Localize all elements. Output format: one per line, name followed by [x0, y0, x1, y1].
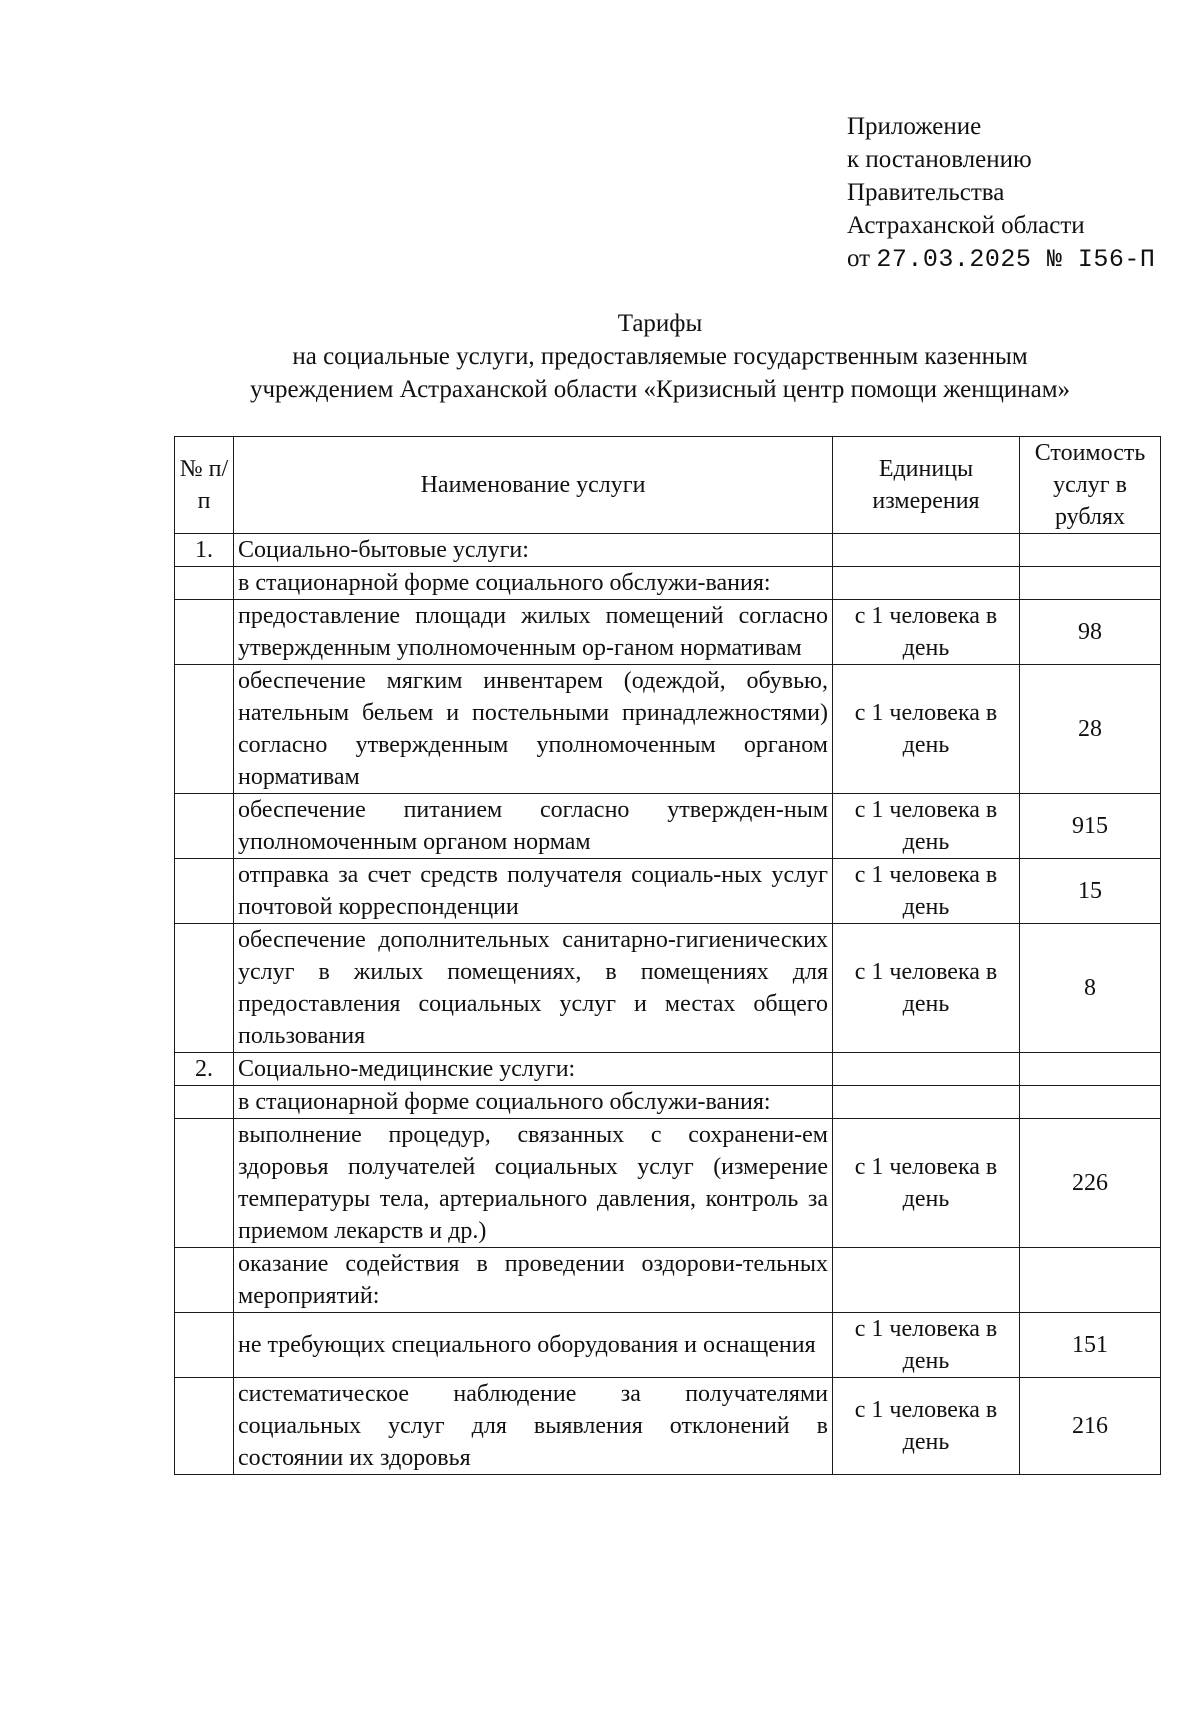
row-num [175, 1313, 234, 1378]
row-name: оказание содействия в проведении оздорови-тельных мероприятий: [234, 1248, 833, 1313]
row-name: не требующих специального оборудования и оснащения [234, 1313, 833, 1378]
table-row [175, 600, 1161, 665]
table-row [175, 1086, 1161, 1119]
row-unit: с 1 человека в день [833, 665, 1020, 794]
row-name: предоставление площади жилых помещений согласно утвержденным уполномоченным ор-ганом нормативам [234, 600, 833, 665]
table-row [175, 665, 1161, 794]
header-unit: Единицы измерения [833, 437, 1020, 534]
appendix-block [847, 110, 1155, 276]
row-cost [1020, 1086, 1161, 1119]
row-name: обеспечение питанием согласно утвержден-ным уполномоченным органом нормам [234, 794, 833, 859]
row-name: в стационарной форме социального обслужи-вания: [234, 1086, 833, 1119]
row-cost [1020, 567, 1161, 600]
row-name: Социально-бытовые услуги: [234, 534, 833, 567]
row-cost [1020, 534, 1161, 567]
row-unit [833, 1248, 1020, 1313]
row-cost: 8 [1020, 924, 1161, 1053]
row-name: отправка за счет средств получателя социаль-ных услуг почтовой корреспонденции [234, 859, 833, 924]
row-cost: 28 [1020, 665, 1161, 794]
row-unit [833, 534, 1020, 567]
title-line-3: учреждением Астраханской области «Кризисный центр помощи женщинам» [249, 376, 1071, 403]
row-num [175, 1086, 234, 1119]
row-num [175, 1248, 234, 1313]
row-num [175, 665, 234, 794]
row-cost: 226 [1020, 1119, 1161, 1248]
row-unit: с 1 человека в день [833, 1313, 1020, 1378]
row-name: обеспечение мягким инвентарем (одеждой, обувью, нательным бельем и постельными принадлежностями) согласно утвержденным уполномоченным органом нормативам [234, 665, 833, 794]
row-unit: с 1 человека в день [833, 1119, 1020, 1248]
row-name: Социально-медицинские услуги: [234, 1053, 833, 1086]
table-row [175, 1378, 1161, 1475]
row-cost: 915 [1020, 794, 1161, 859]
table-row [175, 1053, 1161, 1086]
row-unit [833, 567, 1020, 600]
row-unit: с 1 человека в день [833, 1378, 1020, 1475]
table-row [175, 567, 1161, 600]
table-row [175, 1119, 1161, 1248]
row-unit: с 1 человека в день [833, 924, 1020, 1053]
title-line-2: на социальные услуги, предоставляемые государственным казенным [292, 343, 1028, 370]
row-cost: 15 [1020, 859, 1161, 924]
row-unit [833, 1053, 1020, 1086]
row-name: обеспечение дополнительных санитарно-гигиенических услуг в жилых помещениях, в помещениях для предоставления социальных услуг и местах общего пользования [234, 924, 833, 1053]
row-unit: с 1 человека в день [833, 859, 1020, 924]
row-name: в стационарной форме социального обслужи-вания: [234, 567, 833, 600]
title-line-1: Тарифы [617, 310, 703, 337]
header-cost: Стоимость услуг в рублях [1020, 437, 1161, 534]
table-row [175, 1313, 1161, 1378]
row-num: 2. [175, 1053, 234, 1086]
row-unit: с 1 человека в день [833, 794, 1020, 859]
appendix-line-3: Правительства [847, 179, 1005, 206]
row-unit [833, 1086, 1020, 1119]
row-name: выполнение процедур, связанных с сохранени-ем здоровья получателей социальных услуг (измерение температуры тела, артериального давления, контроль за приемом лекарств и др.) [234, 1119, 833, 1248]
appendix-date-line [847, 242, 1155, 276]
header-num: № п/п [175, 437, 234, 534]
date-stamp: 27.03.2025 № I56-П [876, 245, 1156, 274]
table-header-row [175, 437, 1161, 534]
row-cost: 151 [1020, 1313, 1161, 1378]
row-cost: 216 [1020, 1378, 1161, 1475]
tariffs-table [174, 436, 1161, 1475]
table-row [175, 534, 1161, 567]
row-num [175, 567, 234, 600]
row-num [175, 600, 234, 665]
row-num: 1. [175, 534, 234, 567]
row-cost [1020, 1053, 1161, 1086]
table-row [175, 1248, 1161, 1313]
row-cost [1020, 1248, 1161, 1313]
appendix-line-1: Приложение [847, 113, 982, 140]
row-num [175, 1378, 234, 1475]
row-unit: с 1 человека в день [833, 600, 1020, 665]
row-num [175, 859, 234, 924]
header-name: Наименование услуги [234, 437, 833, 534]
appendix-line-2: к постановлению [847, 146, 1032, 173]
date-prefix: от [847, 245, 871, 272]
row-name: систематическое наблюдение за получателями социальных услуг для выявления отклонений в состоянии их здоровья [234, 1378, 833, 1475]
row-cost: 98 [1020, 600, 1161, 665]
document-title [150, 307, 1170, 406]
table-row [175, 924, 1161, 1053]
table-row [175, 859, 1161, 924]
row-num [175, 794, 234, 859]
row-num [175, 924, 234, 1053]
appendix-line-4: Астраханской области [847, 212, 1085, 239]
row-num [175, 1119, 234, 1248]
table-row [175, 794, 1161, 859]
